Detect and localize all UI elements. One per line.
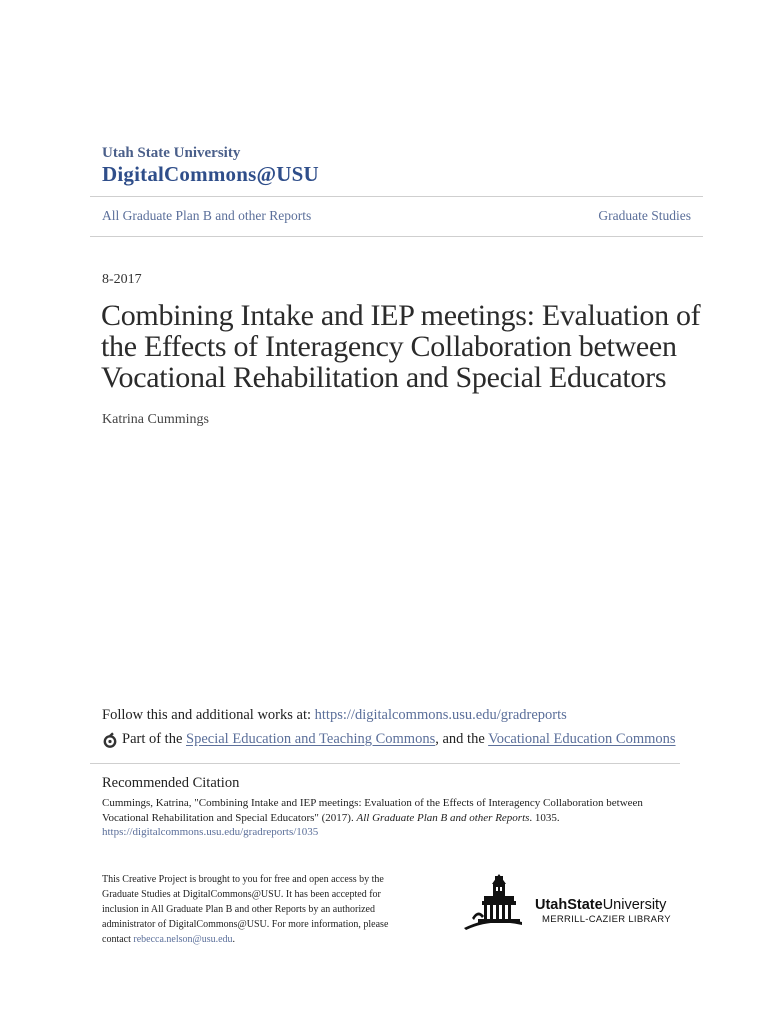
citation-url-link[interactable]: https://digitalcommons.usu.edu/gradreports/1035: [102, 826, 319, 838]
document-title: [101, 300, 701, 393]
publication-date: 8-2017: [102, 272, 142, 287]
title-line: the Effects of Interagency Collaboration between: [101, 330, 677, 363]
divider-bottom: [90, 236, 703, 237]
repository-name[interactable]: DigitalCommons@USU: [102, 162, 319, 186]
part-of-label: Part of the: [122, 731, 187, 747]
university-name: Utah State University: [102, 145, 241, 161]
usu-logo-text: [535, 897, 666, 913]
department-link[interactable]: Graduate Studies: [598, 208, 691, 223]
follow-label: Follow this and additional works at:: [102, 707, 315, 723]
logo-name-regular: University: [602, 897, 667, 913]
library-name: MERRILL-CAZIER LIBRARY: [542, 914, 671, 925]
author-name: Katrina Cummings: [102, 412, 209, 427]
logo-name-bold: UtahState: [535, 897, 603, 913]
citation-text-1: Cummings, Katrina, "Combining Intake and IEP meetings: Evaluation of the Effects of Interagency Collaboration between Vocational Rehabilitation and Special Educators" (2017).: [102, 797, 643, 824]
series-link[interactable]: All Graduate Plan B and other Reports: [102, 208, 312, 223]
citation-heading: Recommended Citation: [102, 775, 240, 791]
title-line: Vocational Rehabilitation and Special Educators: [101, 361, 667, 394]
citation-text-2: . 1035.: [529, 811, 560, 824]
follow-url-link[interactable]: https://digitalcommons.usu.edu/gradreports: [314, 707, 567, 723]
access-notice: [102, 872, 392, 947]
citation-text: [102, 796, 682, 840]
open-access-icon: [102, 732, 118, 748]
citation-series: All Graduate Plan B and other Reports: [356, 811, 530, 824]
special-education-commons-link[interactable]: Special Education and Teaching Commons: [186, 731, 436, 747]
access-notice-end: .: [232, 934, 236, 945]
contact-email-link[interactable]: rebecca.nelson@usu.edu: [133, 934, 233, 945]
vocational-education-commons-link[interactable]: Vocational Education Commons: [488, 731, 676, 747]
title-line: Combining Intake and IEP meetings: Evaluation of: [101, 299, 701, 332]
divider-citation: [90, 763, 680, 764]
and-the-label: , and the: [435, 731, 489, 747]
follow-line: [102, 707, 567, 724]
access-notice-text: This Creative Project is brought to you for free and open access by the Graduate Studies at DigitalCommons@USU. It has been accepted for inclusion in All Graduate Plan B and other Reports by an authorized administrator of DigitalCommons@USU. For more information, please contact: [102, 874, 389, 945]
divider-top: [90, 196, 703, 197]
part-of-line: [102, 731, 676, 748]
